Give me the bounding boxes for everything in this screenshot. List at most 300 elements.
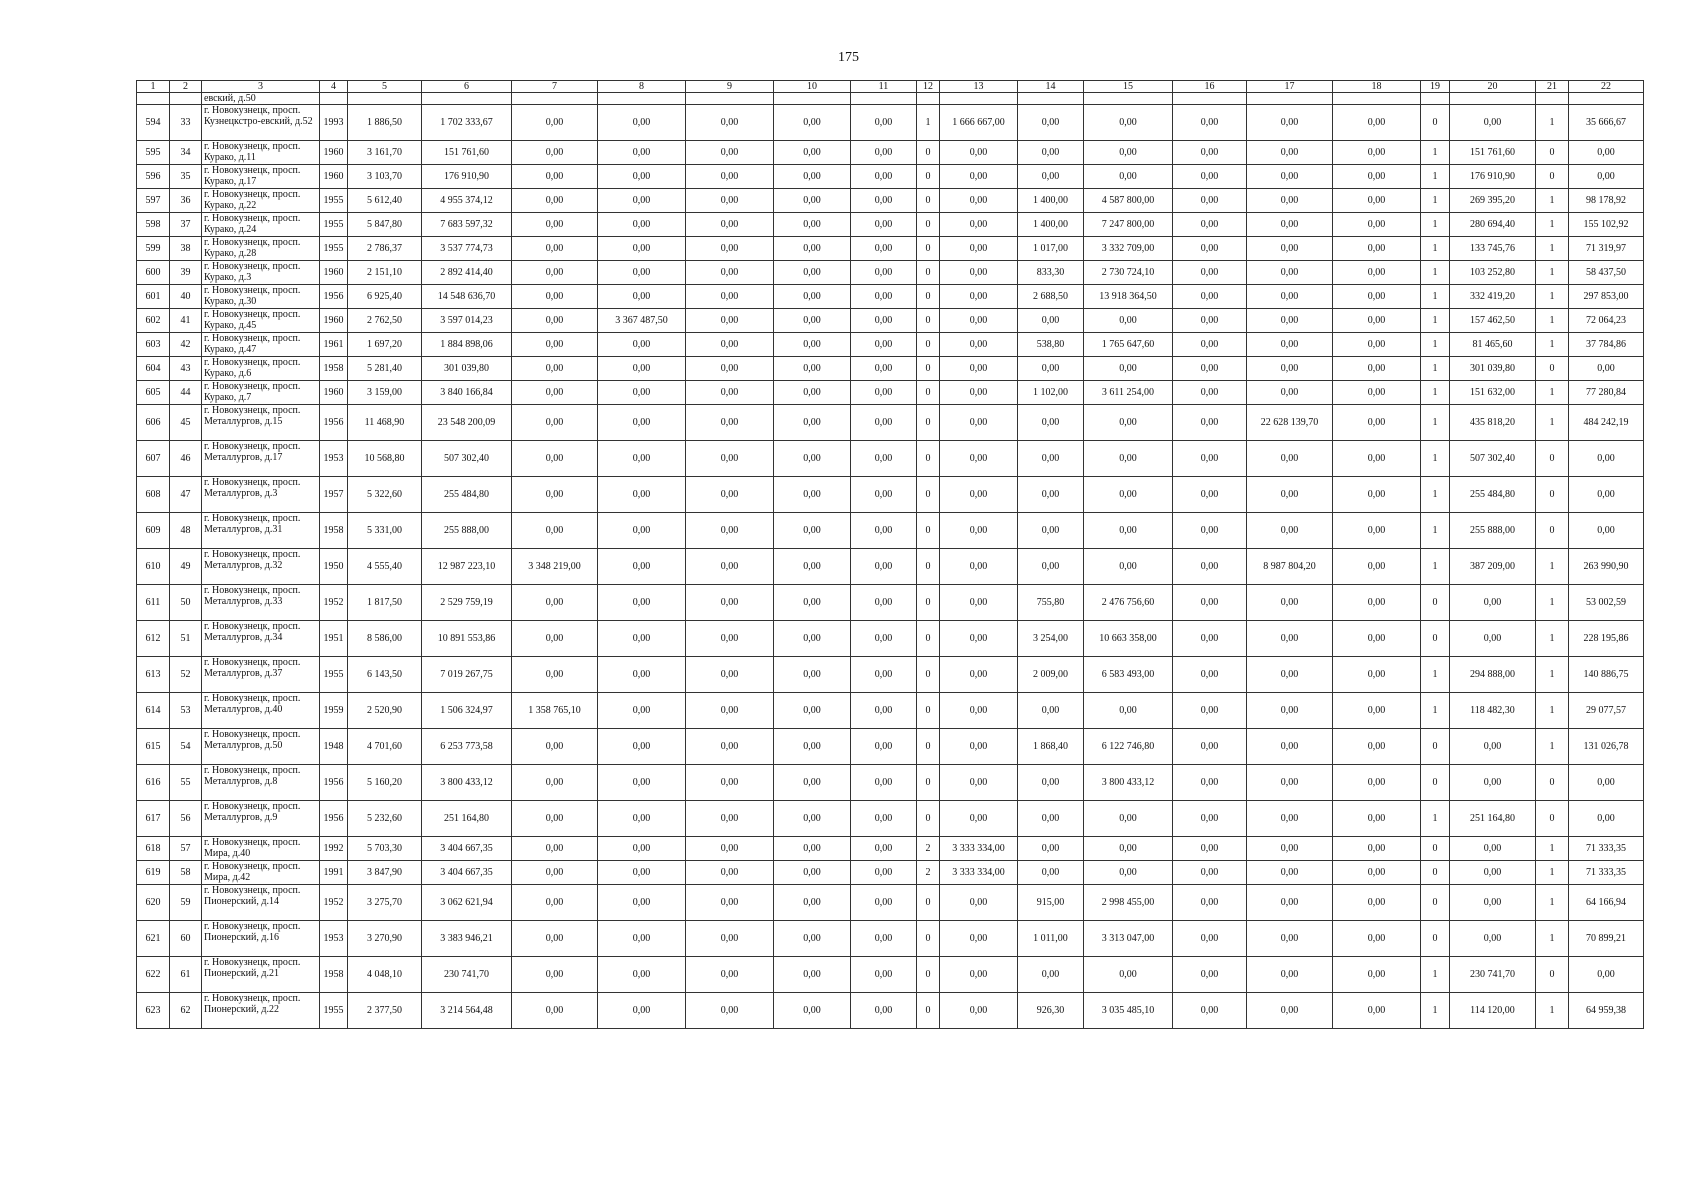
address-cell: г. Новокузнецк, просп. Курако, д.47	[202, 333, 320, 357]
table-cell: 57	[170, 837, 202, 861]
table-cell: 0,00	[512, 885, 598, 921]
table-cell: 255 484,80	[422, 477, 512, 513]
table-cell: 0,00	[851, 477, 917, 513]
table-cell: 251 164,80	[422, 801, 512, 837]
table-cell: 0,00	[940, 549, 1018, 585]
table-cell: 0	[1536, 801, 1569, 837]
table-cell: 3 348 219,00	[512, 549, 598, 585]
table-cell: 0,00	[774, 957, 851, 993]
table-cell: 3 159,00	[348, 381, 422, 405]
table-cell: 0,00	[1247, 657, 1333, 693]
table-cell: 1	[1536, 921, 1569, 957]
table-cell: 0,00	[851, 657, 917, 693]
table-cell: 0,00	[851, 405, 917, 441]
table-row	[137, 585, 1644, 621]
table-cell: 10 568,80	[348, 441, 422, 477]
table-cell: 0,00	[1173, 861, 1247, 885]
table-cell: 0,00	[686, 141, 774, 165]
table-cell: 0,00	[512, 261, 598, 285]
table-cell: 1	[1536, 405, 1569, 441]
table-cell: 1	[1421, 189, 1450, 213]
table-cell: 5 703,30	[348, 837, 422, 861]
table-cell: 1 886,50	[348, 105, 422, 141]
table-cell: 1953	[320, 441, 348, 477]
table-cell: 133 745,76	[1450, 237, 1536, 261]
table-cell: 0,00	[598, 993, 686, 1029]
table-cell: 53 002,59	[1569, 585, 1644, 621]
table-cell: 0,00	[598, 885, 686, 921]
table-cell: 602	[137, 309, 170, 333]
table-cell: 5 612,40	[348, 189, 422, 213]
table-cell: 0,00	[1173, 585, 1247, 621]
table-row	[137, 729, 1644, 765]
table-cell: 0,00	[1569, 957, 1644, 993]
table-cell: 1993	[320, 105, 348, 141]
table-cell: 0,00	[512, 657, 598, 693]
table-cell: 0,00	[598, 729, 686, 765]
table-cell: 1 697,20	[348, 333, 422, 357]
table-cell: 0,00	[1084, 837, 1173, 861]
table-cell: 595	[137, 141, 170, 165]
table-cell: 0,00	[1084, 861, 1173, 885]
table-row	[137, 441, 1644, 477]
table-cell: 0,00	[851, 189, 917, 213]
table-cell: 0,00	[1247, 765, 1333, 801]
table-cell: 0,00	[774, 693, 851, 729]
table-cell: 1 400,00	[1018, 189, 1084, 213]
table-cell: 1957	[320, 477, 348, 513]
table-cell: 0,00	[1333, 477, 1421, 513]
table-cell: 3 800 433,12	[422, 765, 512, 801]
table-cell: 0,00	[686, 165, 774, 189]
table-cell: 118 482,30	[1450, 693, 1536, 729]
table-row	[137, 261, 1644, 285]
table-cell: 0,00	[774, 477, 851, 513]
table-cell: 0,00	[774, 381, 851, 405]
table-cell: 1	[1536, 621, 1569, 657]
table-row	[137, 921, 1644, 957]
table-cell: 0,00	[774, 189, 851, 213]
table-cell: 0,00	[1333, 357, 1421, 381]
table-cell: 1951	[320, 621, 348, 657]
address-cell: г. Новокузнецк, просп. Металлургов, д.40	[202, 693, 320, 729]
table-cell: 1	[1536, 837, 1569, 861]
table-cell: 6 122 746,80	[1084, 729, 1173, 765]
table-cell: 1958	[320, 957, 348, 993]
table-cell: 0,00	[598, 837, 686, 861]
table-cell: 1	[1421, 261, 1450, 285]
table-cell: 54	[170, 729, 202, 765]
table-cell: 49	[170, 549, 202, 585]
table-cell	[1450, 93, 1536, 105]
table-cell: 0,00	[598, 165, 686, 189]
table-cell: 3 062 621,94	[422, 885, 512, 921]
table-cell: 0	[917, 801, 940, 837]
table-cell: 0,00	[1173, 105, 1247, 141]
table-cell: 604	[137, 357, 170, 381]
table-cell: 1	[1421, 801, 1450, 837]
table-cell: 60	[170, 921, 202, 957]
table-cell: 619	[137, 861, 170, 885]
table-cell: 1	[1421, 285, 1450, 309]
table-cell: 0,00	[686, 285, 774, 309]
table-cell: 251 164,80	[1450, 801, 1536, 837]
table-cell: 297 853,00	[1569, 285, 1644, 309]
table-cell: 0,00	[512, 765, 598, 801]
table-cell: 1 868,40	[1018, 729, 1084, 765]
table-row	[137, 165, 1644, 189]
table-cell: 0,00	[1569, 441, 1644, 477]
address-cell: г. Новокузнецк, просп. Металлургов, д.9	[202, 801, 320, 837]
table-cell: 1	[1536, 285, 1569, 309]
table-header-row	[137, 81, 1644, 93]
table-cell: 611	[137, 585, 170, 621]
table-cell: 0,00	[1333, 585, 1421, 621]
table-cell: 1 506 324,97	[422, 693, 512, 729]
table-cell: 3 270,90	[348, 921, 422, 957]
table-cell: 0,00	[774, 141, 851, 165]
table-cell: 0,00	[851, 441, 917, 477]
table-cell: 1 765 647,60	[1084, 333, 1173, 357]
address-cell: г. Новокузнецк, просп. Курако, д.30	[202, 285, 320, 309]
column-header: 6	[422, 81, 512, 93]
table-cell: 0,00	[940, 309, 1018, 333]
table-cell: 5 331,00	[348, 513, 422, 549]
table-cell: 40	[170, 285, 202, 309]
table-cell: 0,00	[1247, 189, 1333, 213]
table-cell: 1	[1421, 405, 1450, 441]
table-cell: 0	[917, 309, 940, 333]
table-cell: 0,00	[1333, 801, 1421, 837]
table-cell: 0,00	[851, 861, 917, 885]
table-cell: 0,00	[1247, 585, 1333, 621]
table-cell: 3 611 254,00	[1084, 381, 1173, 405]
table-cell	[170, 93, 202, 105]
table-cell: 0,00	[1173, 837, 1247, 861]
table-cell: 1	[1421, 381, 1450, 405]
table-cell: 5 281,40	[348, 357, 422, 381]
address-cell: г. Новокузнецк, просп. Металлургов, д.31	[202, 513, 320, 549]
table-cell: 0,00	[1084, 801, 1173, 837]
table-cell: 48	[170, 513, 202, 549]
table-cell: 0,00	[1084, 477, 1173, 513]
table-cell: 1	[1421, 657, 1450, 693]
table-cell: 0	[1536, 477, 1569, 513]
table-cell: 0,00	[1173, 765, 1247, 801]
table-cell: 151 632,00	[1450, 381, 1536, 405]
table-cell: 58	[170, 861, 202, 885]
table-cell: 41	[170, 309, 202, 333]
table-row	[137, 885, 1644, 921]
table-cell: 0,00	[1173, 405, 1247, 441]
table-cell: 0,00	[686, 921, 774, 957]
table-cell: 0,00	[851, 729, 917, 765]
table-cell: 1956	[320, 405, 348, 441]
table-cell: 0,00	[1173, 993, 1247, 1029]
table-cell: 0,00	[512, 213, 598, 237]
table-cell: 0,00	[774, 441, 851, 477]
table-cell: 0,00	[598, 141, 686, 165]
table-cell: 596	[137, 165, 170, 189]
table-cell: 0,00	[1333, 189, 1421, 213]
table-cell: 2 476 756,60	[1084, 585, 1173, 621]
table-cell: 0,00	[1173, 477, 1247, 513]
column-header: 12	[917, 81, 940, 93]
table-cell: 0,00	[1333, 381, 1421, 405]
table-cell: 0,00	[1018, 693, 1084, 729]
table-cell: 0,00	[1450, 621, 1536, 657]
table-cell: 0,00	[512, 381, 598, 405]
table-cell: 1991	[320, 861, 348, 885]
table-cell: 0,00	[598, 381, 686, 405]
table-cell: 0,00	[1333, 309, 1421, 333]
table-cell: 230 741,70	[422, 957, 512, 993]
table-cell: 0,00	[598, 285, 686, 309]
table-cell: 0	[917, 405, 940, 441]
table-cell: 176 910,90	[422, 165, 512, 189]
table-cell: 612	[137, 621, 170, 657]
table-cell: 0,00	[1450, 837, 1536, 861]
table-cell: 0,00	[1247, 441, 1333, 477]
table-cell: 0,00	[851, 285, 917, 309]
table-cell: 0,00	[851, 357, 917, 381]
table-cell: 0,00	[1569, 801, 1644, 837]
table-cell: 600	[137, 261, 170, 285]
table-cell: 1	[1421, 693, 1450, 729]
table-cell: 0,00	[512, 801, 598, 837]
table-cell: 1956	[320, 285, 348, 309]
table-cell: 3 103,70	[348, 165, 422, 189]
table-cell: 1956	[320, 765, 348, 801]
table-cell: 608	[137, 477, 170, 513]
table-cell: 7 683 597,32	[422, 213, 512, 237]
table-cell: 0,00	[686, 237, 774, 261]
table-cell: 0,00	[1247, 477, 1333, 513]
table-cell: 0,00	[512, 957, 598, 993]
table-cell: 1	[1536, 885, 1569, 921]
table-cell: 1955	[320, 237, 348, 261]
table-cell: 0	[1536, 513, 1569, 549]
table-cell: 0,00	[1333, 333, 1421, 357]
table-cell: 0,00	[1333, 105, 1421, 141]
table-cell: 0,00	[686, 861, 774, 885]
table-cell: 0,00	[686, 621, 774, 657]
table-cell: 0,00	[851, 333, 917, 357]
table-cell: 8 586,00	[348, 621, 422, 657]
table-cell: 1	[1421, 957, 1450, 993]
table-cell: 0,00	[1450, 921, 1536, 957]
table-cell: 1952	[320, 585, 348, 621]
table-cell: 13 918 364,50	[1084, 285, 1173, 309]
table-cell	[774, 93, 851, 105]
table-cell: 0,00	[1247, 729, 1333, 765]
table-cell: 1958	[320, 513, 348, 549]
address-cell: г. Новокузнецк, просп. Металлургов, д.37	[202, 657, 320, 693]
table-row	[137, 861, 1644, 885]
table-cell: 4 955 374,12	[422, 189, 512, 213]
table-cell: 0,00	[598, 801, 686, 837]
table-cell: 255 888,00	[422, 513, 512, 549]
table-cell: 0,00	[1450, 105, 1536, 141]
table-cell: 0,00	[774, 657, 851, 693]
table-cell: 332 419,20	[1450, 285, 1536, 309]
table-cell: 1952	[320, 885, 348, 921]
table-cell: 0,00	[1247, 801, 1333, 837]
table-cell: 280 694,40	[1450, 213, 1536, 237]
table-cell: 0,00	[851, 765, 917, 801]
table-cell: 0,00	[851, 837, 917, 861]
table-cell: 621	[137, 921, 170, 957]
table-cell: 0,00	[1173, 165, 1247, 189]
table-cell: 3 214 564,48	[422, 993, 512, 1029]
table-row	[137, 405, 1644, 441]
table-row	[137, 477, 1644, 513]
column-header: 20	[1450, 81, 1536, 93]
table-cell	[320, 93, 348, 105]
table-cell: 45	[170, 405, 202, 441]
table-cell: 0,00	[686, 381, 774, 405]
table-cell: 228 195,86	[1569, 621, 1644, 657]
table-cell: 0,00	[774, 309, 851, 333]
table-cell: 0,00	[940, 237, 1018, 261]
table-cell: 0,00	[686, 213, 774, 237]
table-cell: 0	[1421, 921, 1450, 957]
table-cell: 3 840 166,84	[422, 381, 512, 405]
table-cell: 0,00	[1173, 285, 1247, 309]
table-cell: 0,00	[686, 885, 774, 921]
table-cell: 5 160,20	[348, 765, 422, 801]
table-cell: 0,00	[1018, 309, 1084, 333]
table-cell: 0,00	[1018, 957, 1084, 993]
table-cell: 0,00	[512, 357, 598, 381]
table-cell: 2	[917, 861, 940, 885]
table-cell	[1173, 93, 1247, 105]
table-cell: 6 253 773,58	[422, 729, 512, 765]
table-cell: 0,00	[1247, 141, 1333, 165]
table-cell: 0,00	[598, 621, 686, 657]
table-cell: 3 847,90	[348, 861, 422, 885]
table-cell: 1960	[320, 141, 348, 165]
table-cell: 1	[1536, 993, 1569, 1029]
table-row	[137, 657, 1644, 693]
table-cell: 609	[137, 513, 170, 549]
table-cell: 77 280,84	[1569, 381, 1644, 405]
table-cell: 0,00	[1173, 261, 1247, 285]
table-cell: 1	[1421, 513, 1450, 549]
table-cell: 0,00	[851, 585, 917, 621]
table-cell: 0,00	[774, 585, 851, 621]
table-cell: 0,00	[1084, 357, 1173, 381]
column-header: 2	[170, 81, 202, 93]
table-cell: 33	[170, 105, 202, 141]
table-cell: 0,00	[686, 729, 774, 765]
table-cell: 1953	[320, 921, 348, 957]
table-cell: 0,00	[1173, 921, 1247, 957]
table-cell: 0	[917, 729, 940, 765]
table-cell: 0,00	[1333, 621, 1421, 657]
table-cell: 1 817,50	[348, 585, 422, 621]
table-cell: 29 077,57	[1569, 693, 1644, 729]
table-cell: 1	[1536, 729, 1569, 765]
table-cell: 1	[1536, 189, 1569, 213]
table-cell: 0,00	[1569, 165, 1644, 189]
table-cell: 915,00	[1018, 885, 1084, 921]
table-cell: 0,00	[686, 585, 774, 621]
table-row	[137, 837, 1644, 861]
table-cell: 51	[170, 621, 202, 657]
table-cell: 2 688,50	[1018, 285, 1084, 309]
table-row	[137, 957, 1644, 993]
table-cell: 301 039,80	[422, 357, 512, 381]
table-cell: 0,00	[1247, 861, 1333, 885]
table-cell: 0,00	[851, 621, 917, 657]
table-cell: 2 786,37	[348, 237, 422, 261]
table-cell: 0,00	[1173, 885, 1247, 921]
table-cell: 623	[137, 993, 170, 1029]
table-cell: 1960	[320, 165, 348, 189]
table-cell: 263 990,90	[1569, 549, 1644, 585]
table-cell: 3 333 334,00	[940, 837, 1018, 861]
table-cell: 0,00	[598, 189, 686, 213]
table-cell: 0,00	[1173, 513, 1247, 549]
table-cell: 1	[1421, 141, 1450, 165]
table-cell: 0,00	[598, 585, 686, 621]
table-cell: 0,00	[512, 477, 598, 513]
table-cell: 0	[917, 957, 940, 993]
table-cell: 0,00	[940, 189, 1018, 213]
table-cell: 1	[1536, 309, 1569, 333]
table-cell: 0,00	[940, 405, 1018, 441]
table-cell: 0	[1536, 165, 1569, 189]
table-cell: 607	[137, 441, 170, 477]
table-cell: 98 178,92	[1569, 189, 1644, 213]
table-cell: 0,00	[1333, 993, 1421, 1029]
table-cell: 43	[170, 357, 202, 381]
table-cell: 0,00	[1018, 477, 1084, 513]
table-cell: 0,00	[686, 765, 774, 801]
table-cell: 0,00	[1173, 621, 1247, 657]
table-cell: 0,00	[686, 261, 774, 285]
table-cell: 0,00	[940, 441, 1018, 477]
table-cell: 1 102,00	[1018, 381, 1084, 405]
table-cell: 0,00	[1333, 861, 1421, 885]
table-cell: 255 888,00	[1450, 513, 1536, 549]
table-cell: 620	[137, 885, 170, 921]
table-cell: 1	[1421, 993, 1450, 1029]
address-cell: г. Новокузнецк, просп. Пионерский, д.21	[202, 957, 320, 993]
table-cell: 2 762,50	[348, 309, 422, 333]
table-cell: 0,00	[851, 309, 917, 333]
table-cell: 0,00	[940, 381, 1018, 405]
table-cell: 14 548 636,70	[422, 285, 512, 309]
data-table	[136, 80, 1644, 1029]
table-cell: 0,00	[1018, 513, 1084, 549]
table-cell: 0,00	[940, 141, 1018, 165]
table-cell: 157 462,50	[1450, 309, 1536, 333]
table-cell: 0,00	[598, 693, 686, 729]
table-cell: 0	[917, 441, 940, 477]
table-cell: 140 886,75	[1569, 657, 1644, 693]
table-cell: 0,00	[1018, 837, 1084, 861]
table-cell: 926,30	[1018, 993, 1084, 1029]
table-cell: 52	[170, 657, 202, 693]
table-cell: 11 468,90	[348, 405, 422, 441]
table-cell: 0,00	[598, 405, 686, 441]
table-cell	[851, 93, 917, 105]
table-cell: 0,00	[598, 333, 686, 357]
table-cell: 0	[917, 921, 940, 957]
table-cell: 1	[1421, 309, 1450, 333]
